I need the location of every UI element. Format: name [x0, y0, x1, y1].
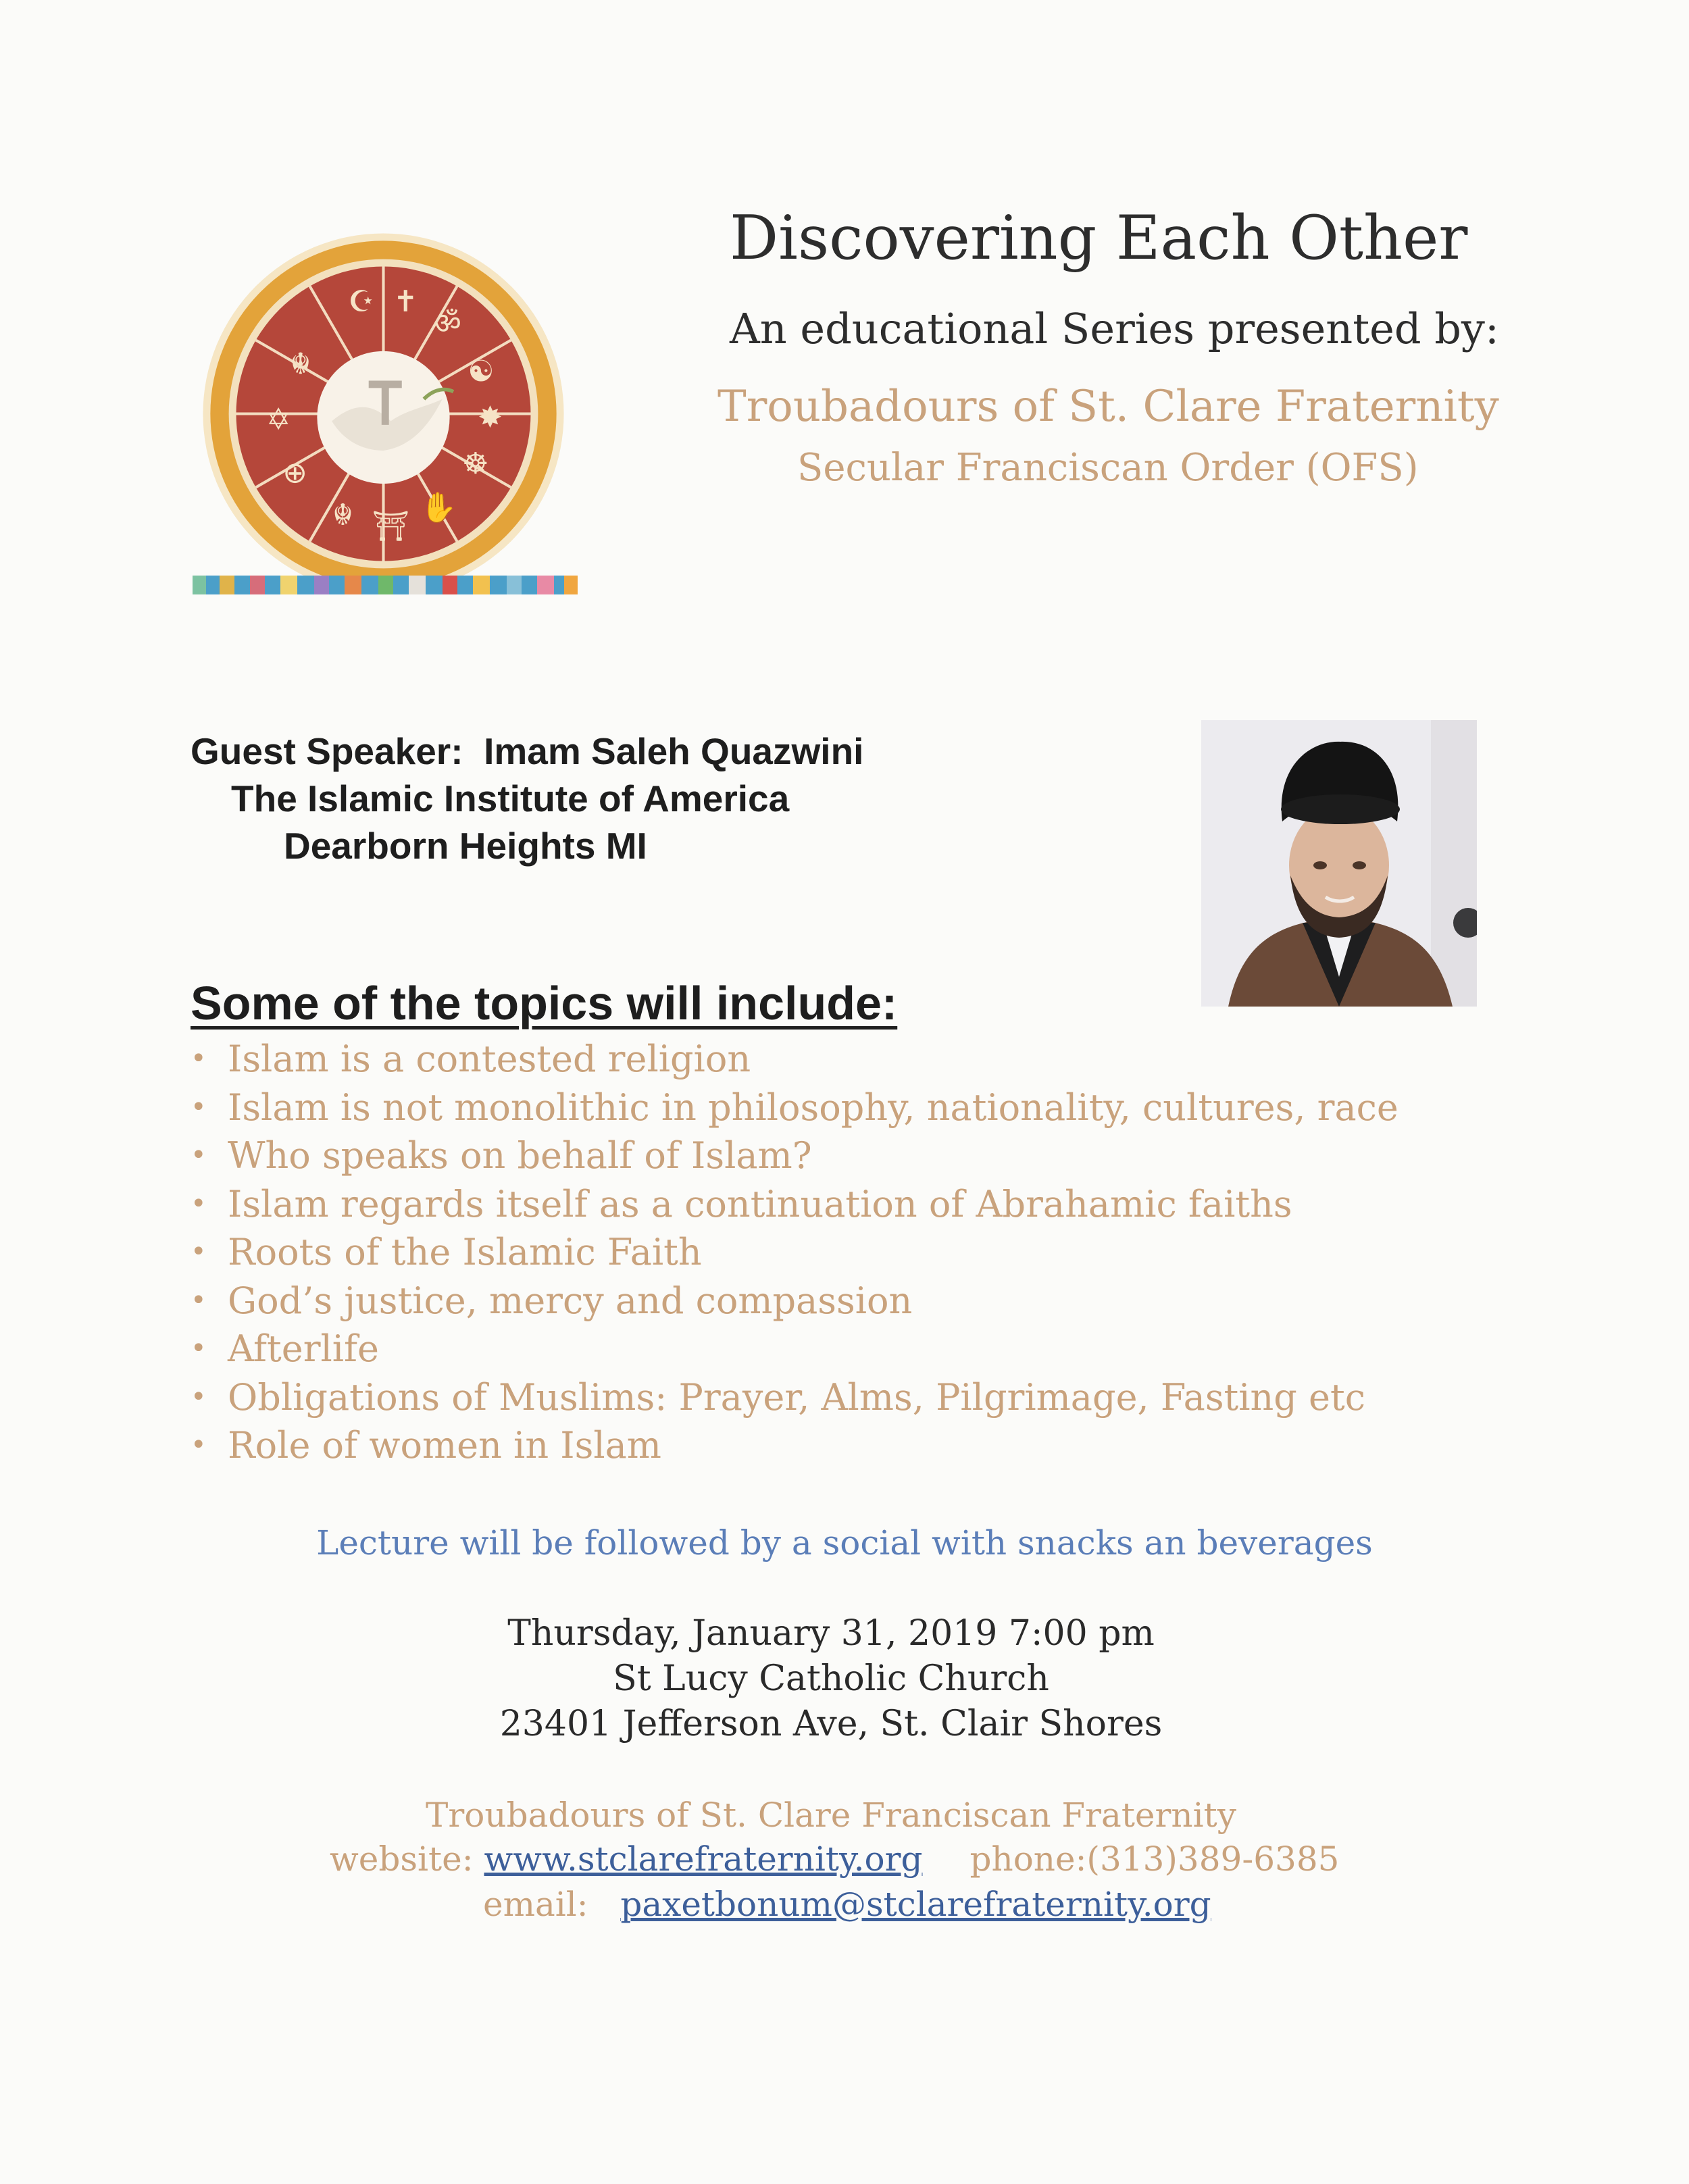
list-item: • Roots of the Islamic Faith [191, 1228, 1398, 1277]
website-link[interactable]: www.stclarefraternity.org [484, 1839, 923, 1879]
guest-speaker [191, 730, 863, 773]
topics-list [191, 1035, 1398, 1470]
flyer-subtitle: An educational Series presented by: [730, 304, 1499, 353]
flyer-title: Discovering Each Other [730, 203, 1468, 274]
social-note: Lecture will be followed by a social with snacks an beverages [316, 1523, 1373, 1563]
list-item: • Role of women in Islam [191, 1421, 1398, 1470]
svg-text:☯: ☯ [468, 355, 495, 389]
email-link[interactable]: paxetbonum@stclarefraternity.org [620, 1885, 1211, 1924]
list-item: • Who speaks on behalf of Islam? [191, 1132, 1398, 1180]
speaker-photo [1201, 720, 1477, 1007]
interfaith-emblem-icon [199, 230, 568, 598]
svg-text:☬: ☬ [332, 499, 354, 533]
speaker-institution: The Islamic Institute of America [231, 778, 790, 819]
bullet-icon: • [191, 1333, 207, 1364]
event-venue: St Lucy Catholic Church [613, 1658, 1049, 1699]
svg-text:☬: ☬ [290, 347, 311, 382]
svg-text:⛩: ⛩ [372, 509, 410, 544]
website-label: website: [330, 1839, 474, 1879]
svg-text:ॐ: ॐ [434, 307, 461, 341]
svg-text:✡: ✡ [266, 403, 291, 437]
bullet-icon: • [191, 1043, 207, 1074]
event-date-time: Thursday, January 31, 2019 7:00 pm [507, 1613, 1155, 1654]
speaker-label: Guest Speaker: [191, 730, 463, 772]
bullet-icon: • [191, 1381, 207, 1413]
speaker-location: Dearborn Heights MI [284, 825, 647, 867]
speaker-name: Imam Saleh Quazwini [484, 730, 864, 772]
bullet-icon: • [191, 1188, 207, 1219]
list-item: • Islam is not monolithic in philosophy, nationality, cultures, race [191, 1084, 1398, 1132]
svg-text:✸: ✸ [478, 401, 503, 435]
list-item: • Afterlife [191, 1325, 1398, 1373]
footer-contact-row [330, 1839, 1339, 1879]
bullet-icon: • [191, 1284, 207, 1316]
footer-organization: Troubadours of St. Clare Franciscan Fraternity [426, 1796, 1236, 1835]
svg-text:✝: ✝ [393, 285, 418, 319]
symbol-strip-icon [193, 576, 578, 594]
list-item: • Obligations of Muslims: Prayer, Alms, Pilgrimage, Fasting etc [191, 1373, 1398, 1422]
bullet-icon: • [191, 1429, 207, 1461]
svg-text:☪: ☪ [348, 285, 375, 319]
presenter-organization: Troubadours of St. Clare Fraternity [717, 382, 1499, 432]
svg-text:✋: ✋ [420, 491, 457, 526]
phone-number: phone:(313)389-6385 [969, 1839, 1340, 1879]
presenter-order: Secular Franciscan Order (OFS) [797, 446, 1419, 490]
list-item: • Islam regards itself as a continuation of Abrahamic faiths [191, 1180, 1398, 1229]
svg-text:☸: ☸ [462, 447, 489, 481]
event-address: 23401 Jefferson Ave, St. Clair Shores [499, 1704, 1163, 1744]
topics-heading: Some of the topics will include: [191, 977, 898, 1030]
bullet-icon: • [191, 1091, 207, 1123]
list-item: • God’s justice, mercy and compassion [191, 1277, 1398, 1325]
bullet-icon: • [191, 1140, 207, 1171]
bullet-icon: • [191, 1236, 207, 1267]
footer-email-row [483, 1885, 1211, 1924]
list-item: • Islam is a contested religion [191, 1035, 1398, 1084]
email-label: email: [483, 1885, 588, 1924]
svg-text:⊕: ⊕ [282, 456, 307, 490]
